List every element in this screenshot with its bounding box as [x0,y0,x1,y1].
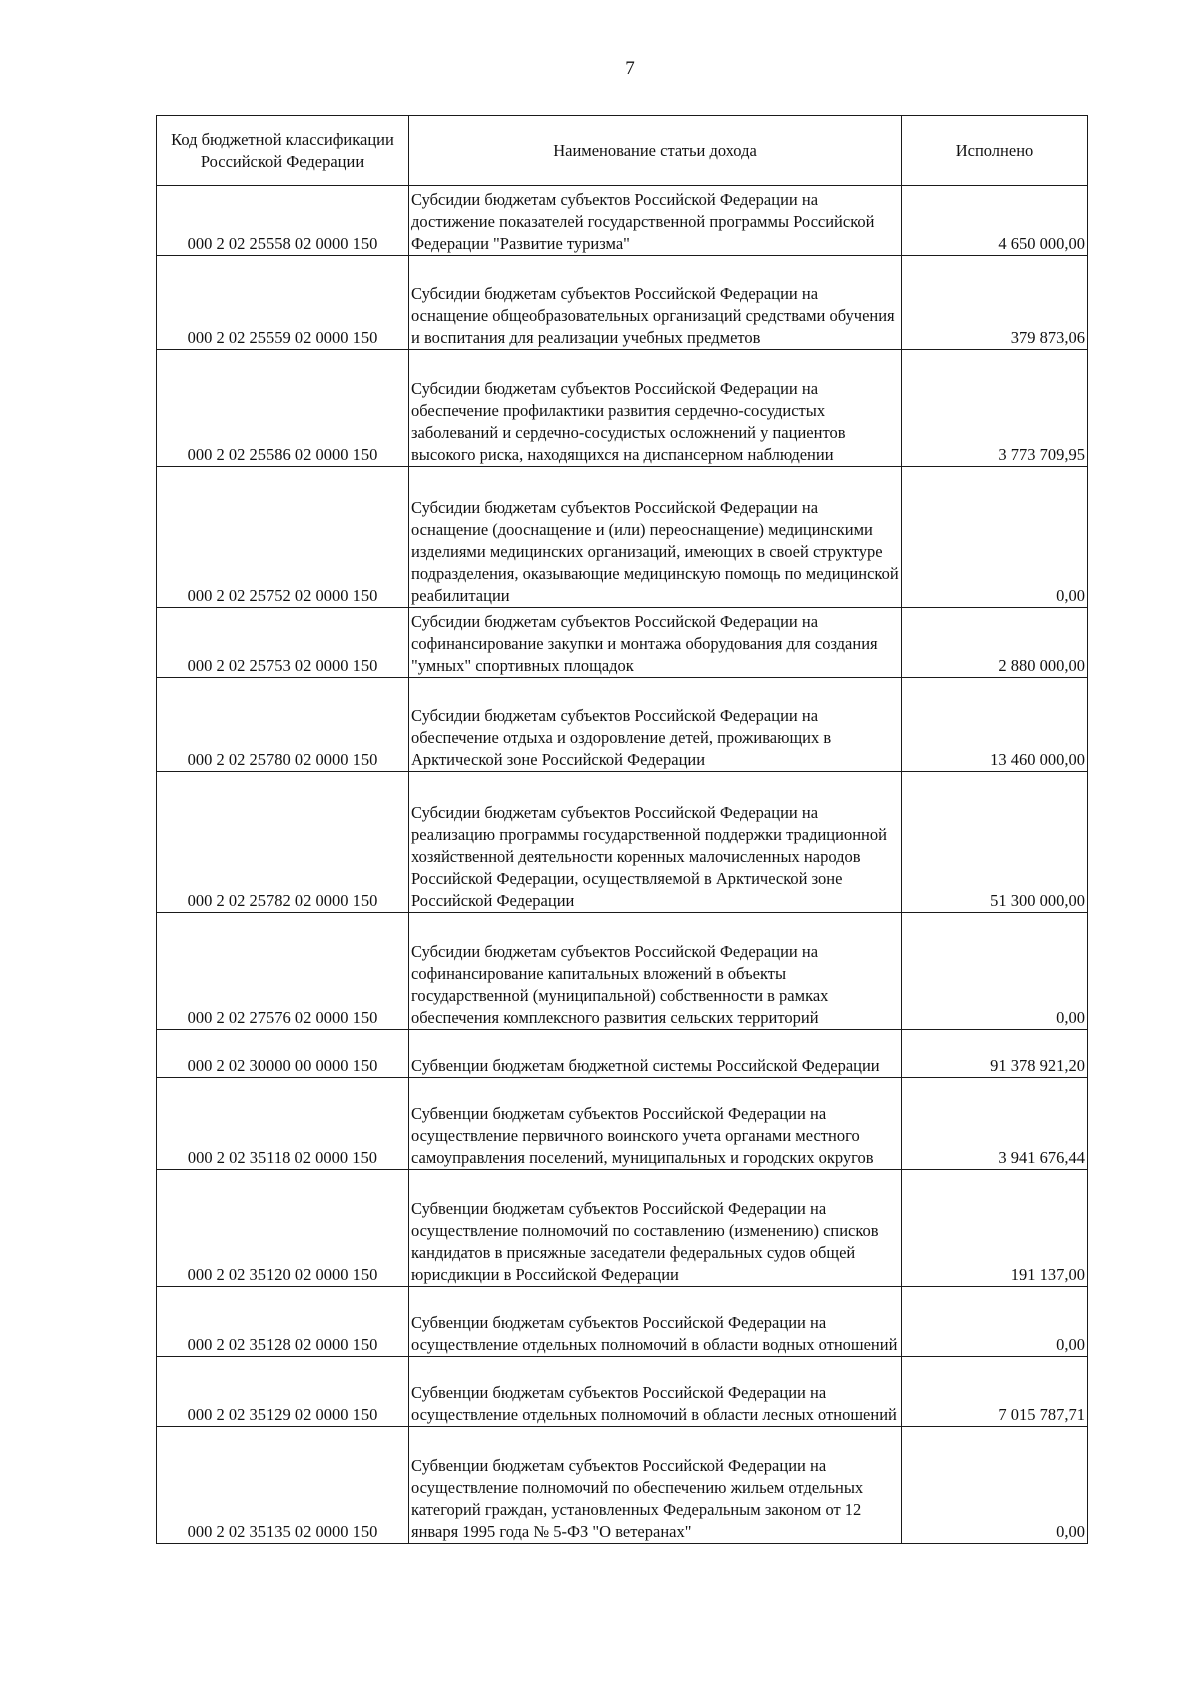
row-code: 000 2 02 35135 02 0000 150 [157,1427,409,1544]
row-code: 000 2 02 25559 02 0000 150 [157,256,409,350]
row-executed: 3 941 676,44 [902,1078,1088,1170]
header-executed: Исполнено [902,116,1088,186]
row-code: 000 2 02 35118 02 0000 150 [157,1078,409,1170]
row-executed: 2 880 000,00 [902,608,1088,678]
row-name: Субсидии бюджетам субъектов Российской Федерации на оснащение (дооснащение и (или) переоснащение) медицинскими изделиями медицинских организаций, имеющих в своей структуре подразделения, оказывающие медицинскую помощь по медицинской реабилитации [409,467,902,608]
table-row [157,186,1088,256]
table-row [157,1078,1088,1170]
row-executed: 4 650 000,00 [902,186,1088,256]
row-name: Субвенции бюджетам субъектов Российской Федерации на осуществление отдельных полномочий в области водных отношений [409,1287,902,1357]
row-executed: 0,00 [902,1287,1088,1357]
page-number: 7 [625,58,635,79]
table-row [157,1357,1088,1427]
revenue-table [156,115,1088,1544]
table-row [157,1170,1088,1287]
row-code: 000 2 02 25780 02 0000 150 [157,678,409,772]
table-row [157,608,1088,678]
row-name: Субсидии бюджетам субъектов Российской Федерации на софинансирование капитальных вложений в объекты государственной (муниципальной) собственности в рамках обеспечения комплексного развития сельских территорий [409,913,902,1030]
row-name: Субсидии бюджетам субъектов Российской Федерации на обеспечение отдыха и оздоровление детей, проживающих в Арктической зоне Российской Федерации [409,678,902,772]
row-name: Субвенции бюджетам субъектов Российской Федерации на осуществление полномочий по обеспечению жильем отдельных категорий граждан, установленных Федеральным законом от 12 января 1995 года № 5-ФЗ "О ветеранах" [409,1427,902,1544]
table-row [157,1030,1088,1078]
row-name: Субсидии бюджетам субъектов Российской Федерации на обеспечение профилактики развития сердечно-сосудистых заболеваний и сердечно-сосудистых осложнений у пациентов высокого риска, находящихся на диспансерном наблюдении [409,350,902,467]
row-name: Субвенции бюджетам субъектов Российской Федерации на осуществление отдельных полномочий в области лесных отношений [409,1357,902,1427]
row-code: 000 2 02 35120 02 0000 150 [157,1170,409,1287]
row-name: Субвенции бюджетам бюджетной системы Российской Федерации [409,1030,902,1078]
table-row [157,256,1088,350]
row-code: 000 2 02 25586 02 0000 150 [157,350,409,467]
table-row [157,1287,1088,1357]
row-name: Субсидии бюджетам субъектов Российской Федерации на оснащение общеобразовательных организаций средствами обучения и воспитания для реализации учебных предметов [409,256,902,350]
row-code: 000 2 02 25782 02 0000 150 [157,772,409,913]
row-name: Субвенции бюджетам субъектов Российской Федерации на осуществление полномочий по составлению (изменению) списков кандидатов в присяжные заседатели федеральных судов общей юрисдикции в Российской Федерации [409,1170,902,1287]
header-code: Код бюджетной классификации Российской Федерации [157,116,409,186]
row-executed: 379 873,06 [902,256,1088,350]
table-header-row [157,116,1088,186]
row-code: 000 2 02 25752 02 0000 150 [157,467,409,608]
row-executed: 191 137,00 [902,1170,1088,1287]
table-row [157,913,1088,1030]
row-executed: 0,00 [902,467,1088,608]
row-executed: 3 773 709,95 [902,350,1088,467]
row-name: Субсидии бюджетам субъектов Российской Федерации на достижение показателей государственной программы Российской Федерации "Развитие туризма" [409,186,902,256]
table-row [157,350,1088,467]
row-executed: 91 378 921,20 [902,1030,1088,1078]
row-name: Субвенции бюджетам субъектов Российской Федерации на осуществление первичного воинского учета органами местного самоуправления поселений, муниципальных и городских округов [409,1078,902,1170]
row-executed: 0,00 [902,913,1088,1030]
table-row [157,1427,1088,1544]
row-code: 000 2 02 25558 02 0000 150 [157,186,409,256]
row-code: 000 2 02 25753 02 0000 150 [157,608,409,678]
row-name: Субсидии бюджетам субъектов Российской Федерации на софинансирование закупки и монтажа оборудования для создания "умных" спортивных площадок [409,608,902,678]
row-executed: 0,00 [902,1427,1088,1544]
table-row [157,467,1088,608]
row-executed: 51 300 000,00 [902,772,1088,913]
row-code: 000 2 02 30000 00 0000 150 [157,1030,409,1078]
row-code: 000 2 02 35128 02 0000 150 [157,1287,409,1357]
row-code: 000 2 02 27576 02 0000 150 [157,913,409,1030]
table-row [157,678,1088,772]
header-name: Наименование статьи дохода [409,116,902,186]
row-executed: 13 460 000,00 [902,678,1088,772]
row-executed: 7 015 787,71 [902,1357,1088,1427]
row-name: Субсидии бюджетам субъектов Российской Федерации на реализацию программы государственной поддержки традиционной хозяйственной деятельности коренных малочисленных народов Российской Федерации, осуществляемой в Арктической зоне Российской Федерации [409,772,902,913]
row-code: 000 2 02 35129 02 0000 150 [157,1357,409,1427]
table-row [157,772,1088,913]
